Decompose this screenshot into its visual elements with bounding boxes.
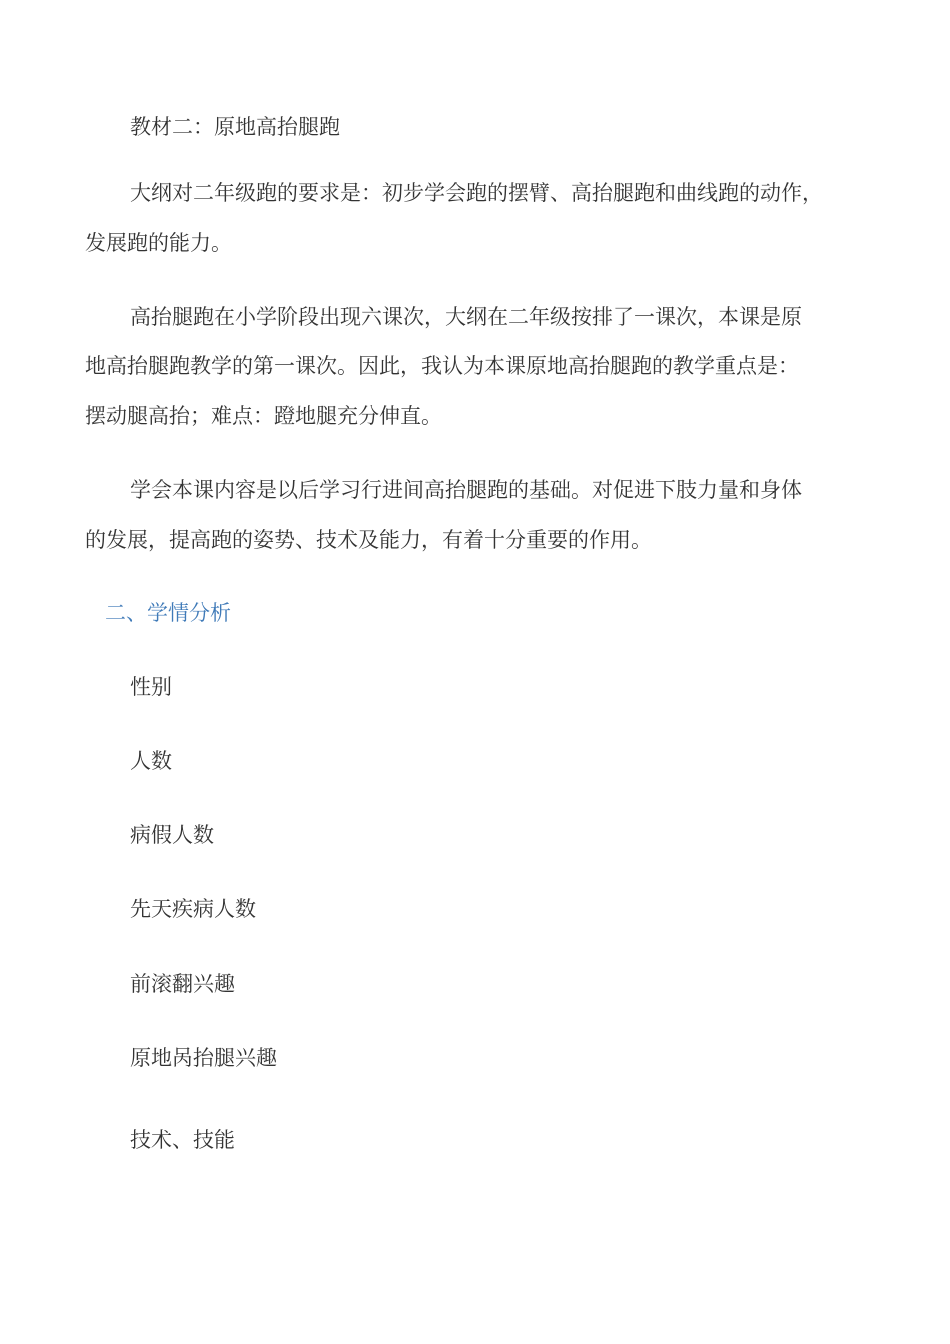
list-item: 病假人数 [130, 823, 214, 847]
paragraph-1-line-2: 发展跑的能力。 [85, 231, 232, 255]
list-item: 技术、技能 [130, 1128, 235, 1152]
list-item: 先天疾病人数 [130, 897, 256, 921]
material-title: 教材二：原地高抬腿跑 [130, 115, 340, 139]
paragraph-2-line-3: 摆动腿高抬；难点：蹬地腿充分伸直。 [85, 404, 442, 428]
section-heading: 二、学情分析 [105, 601, 231, 625]
paragraph-1-line-1: 大纲对二年级跑的要求是：初步学会跑的摆臂、高抬腿跑和曲线跑的动作， [130, 181, 823, 205]
paragraph-2-line-1: 高抬腿跑在小学阶段出现六课次，大纲在二年级按排了一课次，本课是原 [130, 305, 802, 329]
list-item: 性别 [130, 675, 172, 699]
paragraph-3-line-2: 的发展，提高跑的姿势、技术及能力，有着十分重要的作用。 [85, 528, 652, 552]
paragraph-3-line-1: 学会本课内容是以后学习行进间高抬腿跑的基础。对促进下肢力量和身体 [130, 478, 802, 502]
list-item: 原地呙抬腿兴趣 [130, 1046, 277, 1070]
list-item: 人数 [130, 749, 172, 773]
list-item: 前滚翻兴趣 [130, 972, 235, 996]
paragraph-2-line-2: 地高抬腿跑教学的第一课次。因此，我认为本课原地高抬腿跑的教学重点是： [85, 354, 799, 378]
